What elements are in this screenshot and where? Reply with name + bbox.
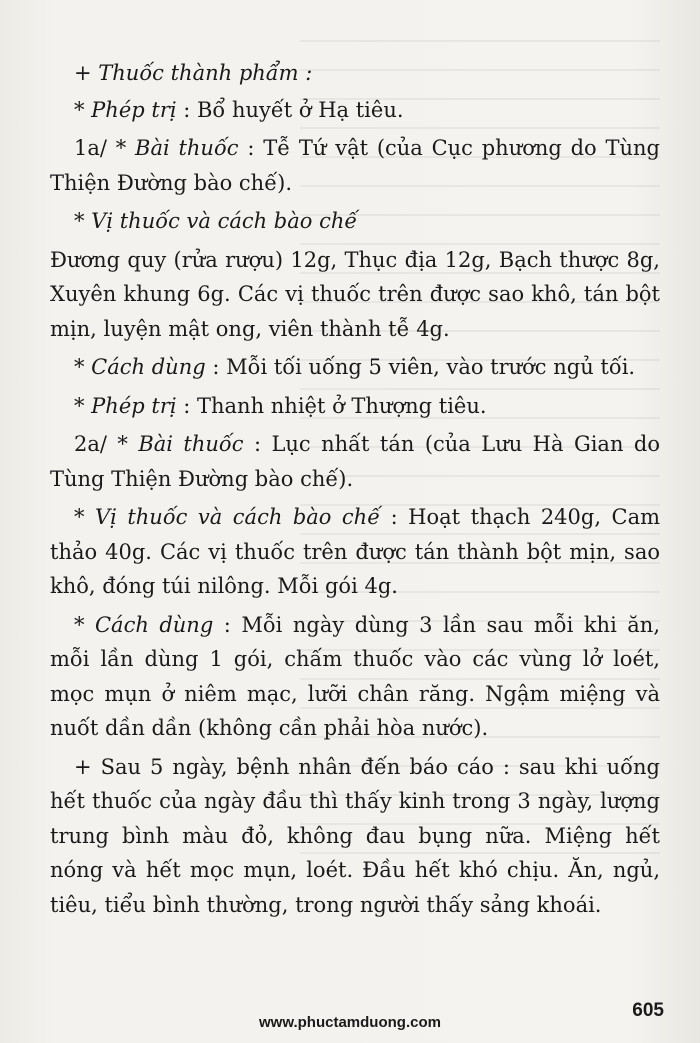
label-vi-thuoc: * Vị thuốc và cách bào chế — [74, 209, 358, 233]
label-vi-thuoc-2: * Vị thuốc và cách bào chế — [74, 505, 381, 529]
paragraph-2 — [50, 93, 660, 128]
paragraph-8 — [50, 427, 660, 496]
page-body-text — [50, 56, 660, 926]
paragraph-1 — [50, 56, 660, 91]
paragraph-4 — [50, 204, 660, 239]
text-cach-dung-2: : Mỗi ngày dùng 3 lần sau mỗi khi ăn, mỗi lần dùng 1 gói, chấm thuốc vào các vùng lở loét, mọc mụn ở niêm mạc, lưỡi chân răng. Ngậm miệng và nuốt dần dần (không cần phải hòa nước). — [50, 612, 660, 740]
item-number-2: 2a/ * — [74, 432, 139, 456]
text-vi-thuoc-2: : Hoạt thạch 240g, Cam thảo 40g. Các vị thuốc trên được tán thành bột mịn, sao khô, đóng túi nilông. Mỗi gói 4g. — [50, 505, 661, 598]
paragraph-9 — [50, 500, 660, 604]
text-phep-tri-2: : Thanh nhiệt ở Thượng tiêu. — [176, 393, 487, 418]
label-bai-thuoc: Bài thuốc — [135, 136, 239, 160]
paragraph-3 — [50, 131, 660, 200]
page-number: 605 — [632, 1000, 664, 1021]
label-phep-tri: * Phép trị — [74, 97, 177, 122]
text-phep-tri: : Bổ huyết ở Hạ tiêu. — [176, 97, 404, 122]
text-cach-dung: : Mỗi tối uống 5 viên, vào trước ngủ tối. — [205, 355, 636, 379]
paragraph-6 — [50, 350, 660, 385]
text-bai-thuoc: : Tễ Tứ vật (của Cục phương do Tùng Thiện Đường bào chế). — [50, 136, 660, 195]
website-footer: www.phuctamduong.com — [259, 1014, 441, 1031]
text-bai-thuoc-2: : Lục nhất tán (của Lưu Hà Gian do Tùng Thiện Đường bào chế). — [50, 432, 660, 491]
heading-thuoc-thanh-pham: + Thuốc thành phẩm : — [74, 61, 313, 85]
text-ket-qua: + Sau 5 ngày, bệnh nhân đến báo cáo : sau khi uống hết thuốc của ngày đầu thì thấy kinh trong 3 ngày, lượng trung bình màu đỏ, không đau bụng nữa. Miệng hết nóng và hết mọc mụn, loét. Đầu hết khó chịu. Ăn, ngủ, tiêu, tiểu bình thường, trong người thấy sảng khoái. — [50, 754, 660, 917]
paragraph-11 — [50, 750, 660, 923]
label-bai-thuoc-2: Bài thuốc — [138, 432, 244, 456]
label-cach-dung: * Cách dùng — [74, 355, 206, 379]
paragraph-7 — [50, 389, 660, 424]
label-cach-dung-2: * Cách dùng — [74, 612, 214, 637]
text-vi-thuoc: Đương quy (rửa rượu) 12g, Thục địa 12g, Bạch thược 8g, Xuyên khung 6g. Các vị thuốc trên được sao khô, tán bột mịn, luyện mật ong, viên thành tễ 4g. — [50, 247, 660, 341]
label-phep-tri-2: * Phép trị — [74, 393, 177, 418]
paragraph-10 — [50, 608, 660, 746]
item-number: 1a/ * — [74, 136, 136, 160]
paragraph-5 — [50, 243, 660, 347]
